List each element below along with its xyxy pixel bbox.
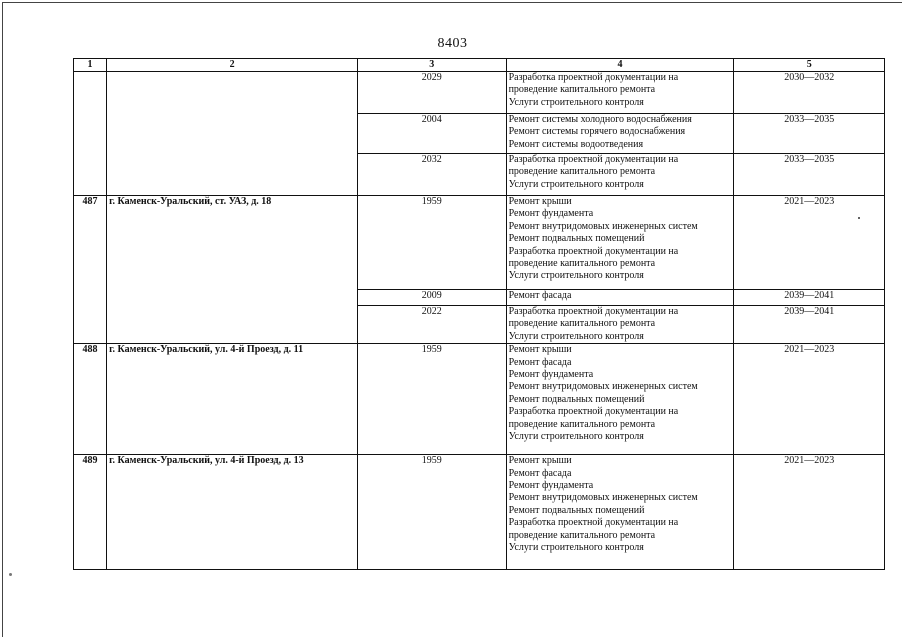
scan-speck — [858, 217, 860, 219]
work-item: Ремонт крыши — [508, 196, 572, 207]
work-item: Ремонт фундамента — [508, 480, 594, 492]
address-cell: г. Каменск-Уральский, ул. 4-й Проезд, д. 13 — [107, 455, 358, 570]
work-item: Услуги строительного контроля — [508, 330, 644, 342]
table-row — [74, 72, 885, 114]
work-item: проведение капитального ремонта — [508, 529, 656, 541]
works-cell — [506, 290, 734, 306]
work-item: Ремонт крыши — [508, 344, 572, 356]
work-item: Ремонт фундамента — [508, 369, 594, 381]
year-cell: 2032 — [358, 154, 507, 196]
work-item: Ремонт системы холодного водоснабжения — [508, 114, 692, 125]
work-item: Ремонт подвальных помещений — [508, 233, 645, 245]
row-number: 489 — [74, 455, 107, 570]
works-cell — [506, 306, 734, 344]
work-item: проведение капитального ремонта — [508, 258, 656, 270]
year-cell: 1959 — [358, 455, 507, 570]
work-item: Ремонт фасада — [508, 356, 572, 368]
table-header-row — [74, 59, 885, 72]
column-header: 3 — [358, 59, 507, 72]
period-cell: 2030—2032 — [734, 72, 885, 114]
work-item: Разработка проектной документации на — [508, 154, 679, 165]
works-cell — [506, 72, 734, 114]
period-cell: 2033—2035 — [734, 114, 885, 154]
work-item: проведение капитального ремонта — [508, 84, 656, 96]
address-cell: г. Каменск-Уральский, ст. УАЗ, д. 18 — [107, 196, 358, 344]
column-header: 2 — [107, 59, 358, 72]
period-cell: 2021—2023 — [734, 344, 885, 455]
works-cell — [506, 196, 734, 290]
work-item: Ремонт фундамента — [508, 208, 594, 220]
year-cell: 1959 — [358, 344, 507, 455]
year-cell: 1959 — [358, 196, 507, 290]
work-item: Ремонт подвальных помещений — [508, 504, 645, 516]
table-row — [74, 196, 885, 290]
work-item: проведение капитального ремонта — [508, 318, 656, 330]
period-cell: 2033—2035 — [734, 154, 885, 196]
year-cell: 2022 — [358, 306, 507, 344]
work-item: Ремонт крыши — [508, 455, 572, 467]
work-item: Разработка проектной документации на — [508, 306, 679, 317]
work-item: Ремонт системы горячего водоснабжения — [508, 126, 686, 138]
address-cell: г. Каменск-Уральский, ул. 4-й Проезд, д. 11 — [107, 344, 358, 455]
column-header: 4 — [506, 59, 734, 72]
page-number: 8403 — [437, 36, 468, 51]
work-item: Разработка проектной документации на — [508, 72, 679, 83]
address-cell — [107, 72, 358, 196]
table-row — [74, 344, 885, 455]
year-cell: 2029 — [358, 72, 507, 114]
table-row — [74, 455, 885, 570]
work-item: Ремонт внутридомовых инженерных систем — [508, 381, 698, 393]
work-item: Услуги строительного контроля — [508, 270, 644, 282]
row-number: 487 — [74, 196, 107, 344]
work-item: Ремонт фасада — [508, 290, 572, 301]
work-item: Разработка проектной документации на — [508, 517, 679, 529]
scan-speck — [9, 573, 12, 576]
work-item: Ремонт подвальных помещений — [508, 393, 645, 405]
work-item: Разработка проектной документации на — [508, 406, 679, 418]
works-cell — [506, 154, 734, 196]
work-item: Услуги строительного контроля — [508, 542, 644, 554]
work-item: Ремонт внутридомовых инженерных систем — [508, 220, 698, 232]
row-number — [74, 72, 107, 196]
work-item: Услуги строительного контроля — [508, 178, 644, 190]
year-cell: 2009 — [358, 290, 507, 306]
column-header: 1 — [74, 59, 107, 72]
works-cell — [506, 455, 734, 570]
work-item: Услуги строительного контроля — [508, 431, 644, 443]
period-cell: 2021—2023 — [734, 196, 885, 290]
work-item: Услуги строительного контроля — [508, 96, 644, 108]
work-item: проведение капитального ремонта — [508, 166, 656, 178]
work-item: Ремонт системы водоотведения — [508, 138, 644, 150]
period-cell: 2021—2023 — [734, 455, 885, 570]
repair-schedule-table — [73, 58, 885, 570]
work-item: Разработка проектной документации на — [508, 245, 679, 257]
period-cell: 2039—2041 — [734, 290, 885, 306]
work-item: Ремонт внутридомовых инженерных систем — [508, 492, 698, 504]
row-number: 488 — [74, 344, 107, 455]
work-item: проведение капитального ремонта — [508, 418, 656, 430]
work-item: Ремонт фасада — [508, 467, 572, 479]
table-body — [74, 72, 885, 570]
period-cell: 2039—2041 — [734, 306, 885, 344]
works-cell — [506, 114, 734, 154]
works-cell — [506, 344, 734, 455]
column-header: 5 — [734, 59, 885, 72]
year-cell: 2004 — [358, 114, 507, 154]
